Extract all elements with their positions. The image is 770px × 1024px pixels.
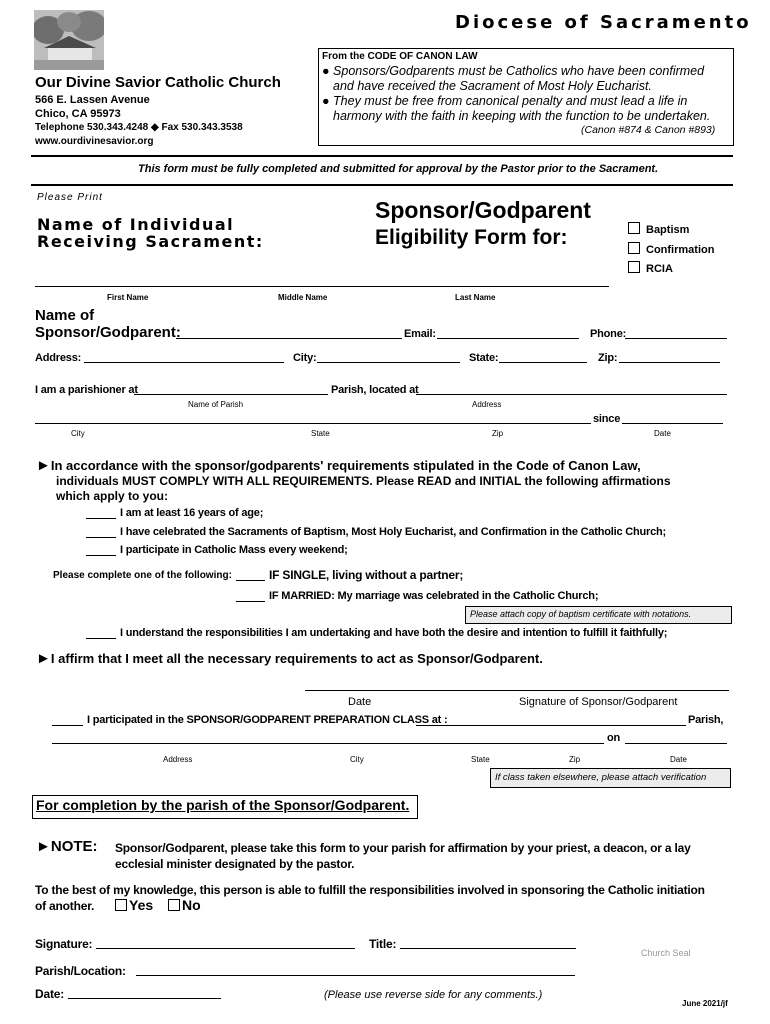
accordance-line3: which apply to you: [56, 489, 169, 503]
checkbox-rcia[interactable] [628, 261, 673, 275]
middle-name-label: Middle Name [278, 293, 328, 302]
no-label: No [182, 897, 201, 913]
comments-note: (Please use reverse side for any comments.) [324, 989, 543, 1001]
class-on-label: on [607, 732, 621, 744]
accordance-text1: In accordance with the sponsor/godparents' requirements stipulated in the Code of Canon Law, [50, 458, 641, 473]
note-label [36, 838, 98, 855]
church-address-line1: 566 E. Lassen Avenue [35, 94, 150, 106]
affirmation-age: I am at least 16 years of age; [120, 507, 264, 519]
church-photo [34, 10, 104, 70]
fax-text: Fax 530.343.3538 [161, 122, 243, 133]
arrow-right-icon: ► [36, 650, 51, 667]
parish-state-label: State [311, 429, 330, 438]
arrow-right-icon: ► [36, 838, 51, 855]
revision-date: June 2021/jf [682, 999, 728, 1008]
sponsor-signature-field[interactable] [305, 690, 729, 691]
parish-location-label: Parish/Location: [35, 964, 126, 978]
sponsor-phone-field[interactable] [625, 338, 727, 339]
parish-name-field[interactable] [134, 394, 328, 395]
parish-title-field[interactable] [400, 948, 576, 949]
parish-zip-label: Zip [492, 429, 504, 438]
rcia-label: RCIA [646, 263, 673, 275]
checkbox-confirmation[interactable] [628, 242, 714, 256]
form-title2: Eligibility Form for: [375, 226, 568, 249]
sponsor-state-field[interactable] [499, 362, 587, 363]
sponsor-zip-field[interactable] [619, 362, 720, 363]
sponsor-name-field[interactable] [176, 338, 402, 339]
individual-label2: Receiving Sacrament: [37, 232, 264, 251]
canon-bullet2a: They must be free from canonical penalty and must lead a life in [333, 94, 688, 108]
affirm-all [36, 650, 543, 667]
initial-single-field[interactable] [236, 580, 265, 581]
initial-class-field[interactable] [52, 725, 83, 726]
sponsor-phone-label: Phone: [590, 328, 627, 340]
last-name-label: Last Name [455, 293, 496, 302]
parish-date-field[interactable] [68, 998, 221, 999]
individual-name-field[interactable] [35, 286, 609, 287]
sponsor-city-field[interactable] [317, 362, 460, 363]
sponsor-city-label: City: [293, 352, 317, 364]
affirmation-sacraments: I have celebrated the Sacraments of Baptism, Most Holy Eucharist, and Confirmation in the Catholic Church; [120, 526, 667, 538]
church-phone [35, 122, 243, 133]
first-name-label: First Name [107, 293, 149, 302]
class-label: I participated in the SPONSOR/GODPARENT PREPARATION CLASS at : [87, 714, 448, 726]
affirmation-understand: I understand the responsibilities I am undertaking and have both the desire and intention to fulfill it faithfully; [120, 627, 668, 639]
knowledge-line1: To the best of my knowledge, this person is able to fulfill the responsibilities involved in sponsoring the Catholic initiation [35, 883, 705, 897]
parish-city-label: City [71, 429, 85, 438]
canon-bullet2: ● They must be free from canonical penalty and must lead a life in [322, 94, 688, 108]
parish-location-field[interactable] [136, 975, 575, 976]
arrow-right-icon: ► [36, 457, 51, 474]
phone-text: Telephone 530.343.4248 [35, 122, 149, 133]
church-name: Our Divine Savior Catholic Church [35, 74, 281, 91]
note-label-text: NOTE: [50, 838, 98, 855]
sponsor-zip-label: Zip: [598, 352, 618, 364]
signature-label: Signature of Sponsor/Godparent [519, 696, 678, 708]
class-city-label: City [350, 755, 364, 764]
parishioner-label: I am a parishioner at [35, 384, 138, 396]
class-date-label: Date [670, 755, 687, 764]
parish-located-label: Parish, located at [331, 384, 419, 396]
yes-label: Yes [129, 897, 154, 913]
canon-bullet1a: Sponsors/Godparents must be Catholics who have been confirmed [333, 64, 705, 78]
instruction-text: This form must be fully completed and submitted for approval by the Pastor prior to the Sacrament. [138, 163, 659, 175]
complete-one-label: Please complete one of the following: [53, 570, 232, 581]
sponsor-address-field[interactable] [84, 362, 284, 363]
class-parish-field[interactable] [416, 725, 686, 726]
diamond-icon: ◆ [151, 122, 159, 133]
affirmation-mass: I participate in Catholic Mass every weekend; [120, 544, 348, 556]
initial-mass-field[interactable] [86, 555, 116, 556]
sponsor-label1: Name of [35, 307, 95, 324]
yes-option[interactable] [115, 897, 153, 913]
initial-sacraments-field[interactable] [86, 537, 116, 538]
checkbox-box[interactable] [628, 222, 640, 234]
parish-title-label: Title: [369, 937, 397, 951]
confirmation-label: Confirmation [646, 244, 715, 256]
sponsor-label2: Sponsor/Godparent: [35, 324, 181, 341]
class-parish-label: Parish, [688, 714, 724, 726]
diocese-title: Diocese of Sacramento [455, 12, 752, 33]
note-line1: Sponsor/Godparent, please take this form to your parish for affirmation by your priest, a deacon, or a lay [115, 841, 691, 855]
class-zip-label: Zip [569, 755, 581, 764]
canon-ref: (Canon #874 & Canon #893) [581, 124, 716, 136]
checkbox-box[interactable] [168, 899, 180, 911]
form-title1: Sponsor/Godparent [375, 197, 591, 223]
church-seal: Church Seal [641, 948, 691, 958]
since-date-field[interactable] [622, 423, 723, 424]
affirm-all-text: I affirm that I meet all the necessary requirements to act as Sponsor/Godparent. [50, 651, 543, 666]
knowledge-line2: of another. [35, 899, 95, 913]
class-state-label: State [471, 755, 490, 764]
parish-date-label: Date [654, 429, 671, 438]
sponsor-address-label: Address: [35, 352, 82, 364]
note-line2: ecclesial minister designated by the pastor. [115, 857, 355, 871]
parish-signature-field[interactable] [96, 948, 355, 949]
name-of-parish-label: Name of Parish [188, 400, 244, 409]
checkbox-box[interactable] [628, 261, 640, 273]
affirmation-single: IF SINGLE, living without a partner; [269, 568, 464, 582]
parish-address-label: Address [472, 400, 502, 409]
initial-married-field[interactable] [236, 601, 265, 602]
sponsor-email-field[interactable] [437, 338, 579, 339]
initial-understand-field[interactable] [86, 638, 116, 639]
parish-date-label: Date: [35, 987, 65, 1001]
class-note: If class taken elsewhere, please attach verification [495, 772, 707, 783]
church-address-line2: Chico, CA 95973 [35, 108, 121, 120]
church-website: www.ourdivinesavior.org [35, 136, 154, 147]
canon-bullet2b: harmony with the faith in keeping with the function to be undertaken. [333, 109, 711, 123]
no-option[interactable] [168, 897, 201, 913]
baptism-note: Please attach copy of baptism certificate with notations. [470, 609, 692, 619]
parish-csz-field[interactable] [35, 423, 591, 424]
affirmation-married: IF MARRIED: My marriage was celebrated in the Catholic Church; [269, 590, 599, 602]
parish-address-field[interactable] [416, 394, 727, 395]
class-date-field[interactable] [625, 743, 727, 744]
canon-bullet1: ● Sponsors/Godparents must be Catholics who have been confirmed [322, 64, 705, 78]
please-print: Please Print [37, 192, 103, 203]
accordance-line2: individuals MUST COMPLY WITH ALL REQUIREMENTS. Please READ and INITIAL the following affirmations [56, 474, 671, 488]
initial-age-field[interactable] [86, 518, 116, 519]
parish-signature-label: Signature: [35, 937, 93, 951]
sponsor-email-label: Email: [404, 328, 436, 340]
class-address-label: Address [163, 755, 193, 764]
accordance-line1 [36, 457, 641, 474]
parish-section-title: For completion by the parish of the Sponsor/Godparent. [36, 797, 410, 813]
signature-date-label: Date [348, 696, 372, 708]
canon-from: From the CODE OF CANON LAW [322, 51, 478, 62]
sponsor-state-label: State: [469, 352, 499, 364]
checkbox-box[interactable] [628, 242, 640, 254]
checkbox-baptism[interactable] [628, 222, 689, 236]
since-label: since [593, 413, 621, 425]
checkbox-box[interactable] [115, 899, 127, 911]
class-location-field[interactable] [52, 743, 604, 744]
baptism-label: Baptism [646, 224, 690, 236]
individual-label1: Name of Individual [37, 215, 235, 234]
canon-bullet1b: and have received the Sacrament of Most Holy Eucharist. [333, 79, 652, 93]
